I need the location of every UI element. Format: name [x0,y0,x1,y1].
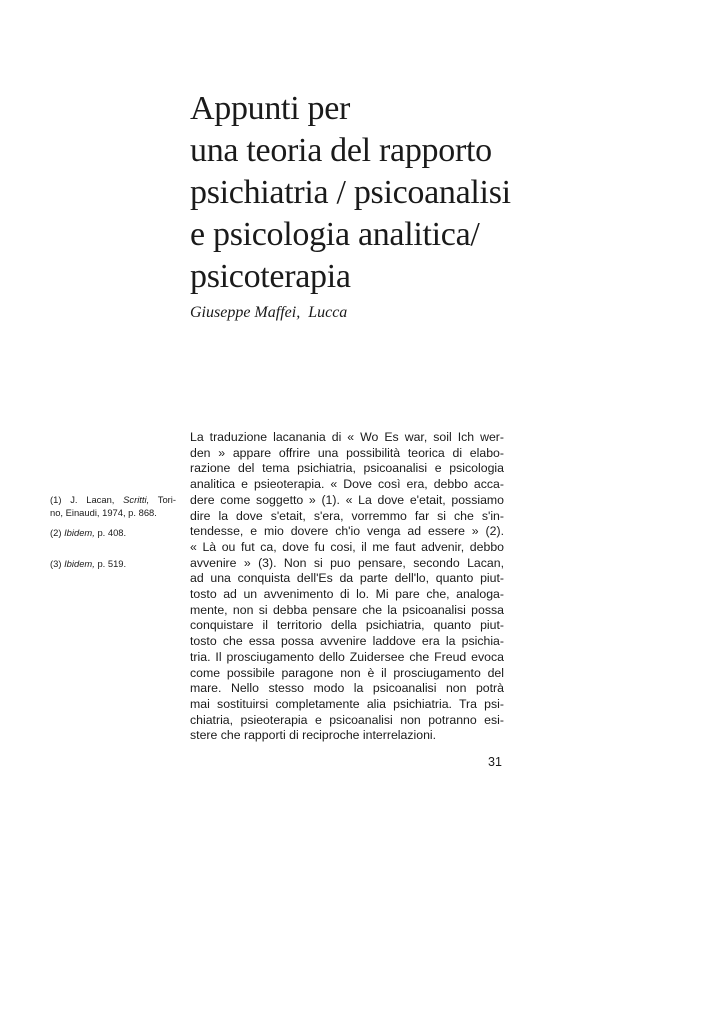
body-line: tendesse, e mio dovere ch'io venga ad essere » (2). [190,524,504,539]
footnote-text: p. 408. [97,527,127,538]
footnote-marker: (3) [50,558,62,569]
footnote-1 [50,493,176,519]
body-line: analitica e psieoterapia. « Dove così era, debbo acca- [190,477,504,492]
author-line: Giuseppe Maffei, Lucca [190,304,348,321]
body-text [190,430,504,744]
footnote-text: p. 519. [97,558,127,569]
title-line: Appunti per [190,90,351,127]
title-line: una teoria del rapporto [190,132,492,169]
footnote-marker: (1) [50,494,62,505]
body-line: mare. Nello stesso modo la psicoanalisi non potrà [190,681,504,696]
footnote-2 [50,526,176,539]
body-line: La traduzione lacanania di « Wo Es war, soil Ich wer- [190,430,504,444]
title-line: e psicologia analitica/ [190,216,480,253]
footnote-line [50,526,176,539]
footnote-work-title: Scritti, [123,494,150,505]
body-line: tria. Il prosciugamento dello Zuidersee che Freud evoca [190,649,504,664]
body-line: avvenire » (3). Non si puo pensare, secondo Lacan, [190,555,504,570]
body-line: den » appare offrire una possibilità teorica di elabo- [190,445,504,460]
footnote-line: no, Einaudi, 1974, p. 868. [50,507,157,518]
body-line: chiatria, psieoterapia e psicoanalisi non potranno esi- [190,712,504,727]
body-line: dere come soggetto » (1). « La dove e'etait, possiamo [190,492,504,507]
footnote-work-title: Ibidem, [64,558,95,569]
article-title [190,88,610,298]
title-line: psicoterapia [190,258,351,295]
body-line: mente, non si debba pensare che la psicoanalisi possa [190,602,504,617]
body-line: conquistare il territorio della psichiatria, quanto piut- [190,618,504,633]
body-line: ad una conquista dell'Es da parte dell'lo, quanto piut- [190,571,504,586]
footnote-line [50,557,176,570]
footnote-work-title: Ibidem, [64,527,95,538]
footnote-text: J. Lacan, [70,494,115,505]
body-line: dire la dove s'etait, s'era, vorremmo far si che s'in- [190,508,504,523]
footnote-line [50,493,176,506]
body-line: mai sostituirsi completamente alia psichiatria. Tra psi- [190,696,504,711]
body-line: come possibile paragone non è il prosciugamento del [190,665,504,680]
page-number: 31 [488,755,502,769]
body-line: stere che rapporti di reciproche interrelazioni. [190,728,437,743]
body-line: « Là ou fut ca, dove fu cosi, il me faut advenir, debbo [190,539,504,554]
footnote-3 [50,557,176,570]
body-line: tosto ad un avvenimento di lo. Mi pare che, analoga- [190,587,504,602]
body-line: tosto che essa possa avvenire laddove era la psichia- [190,634,504,649]
footnote-text: Tori- [157,494,177,505]
title-line: psichiatria / psicoanalisi [190,174,511,211]
footnote-marker: (2) [50,527,62,538]
body-line: razione del tema psichiatria, psicoanalisi e psicologia [190,461,504,476]
